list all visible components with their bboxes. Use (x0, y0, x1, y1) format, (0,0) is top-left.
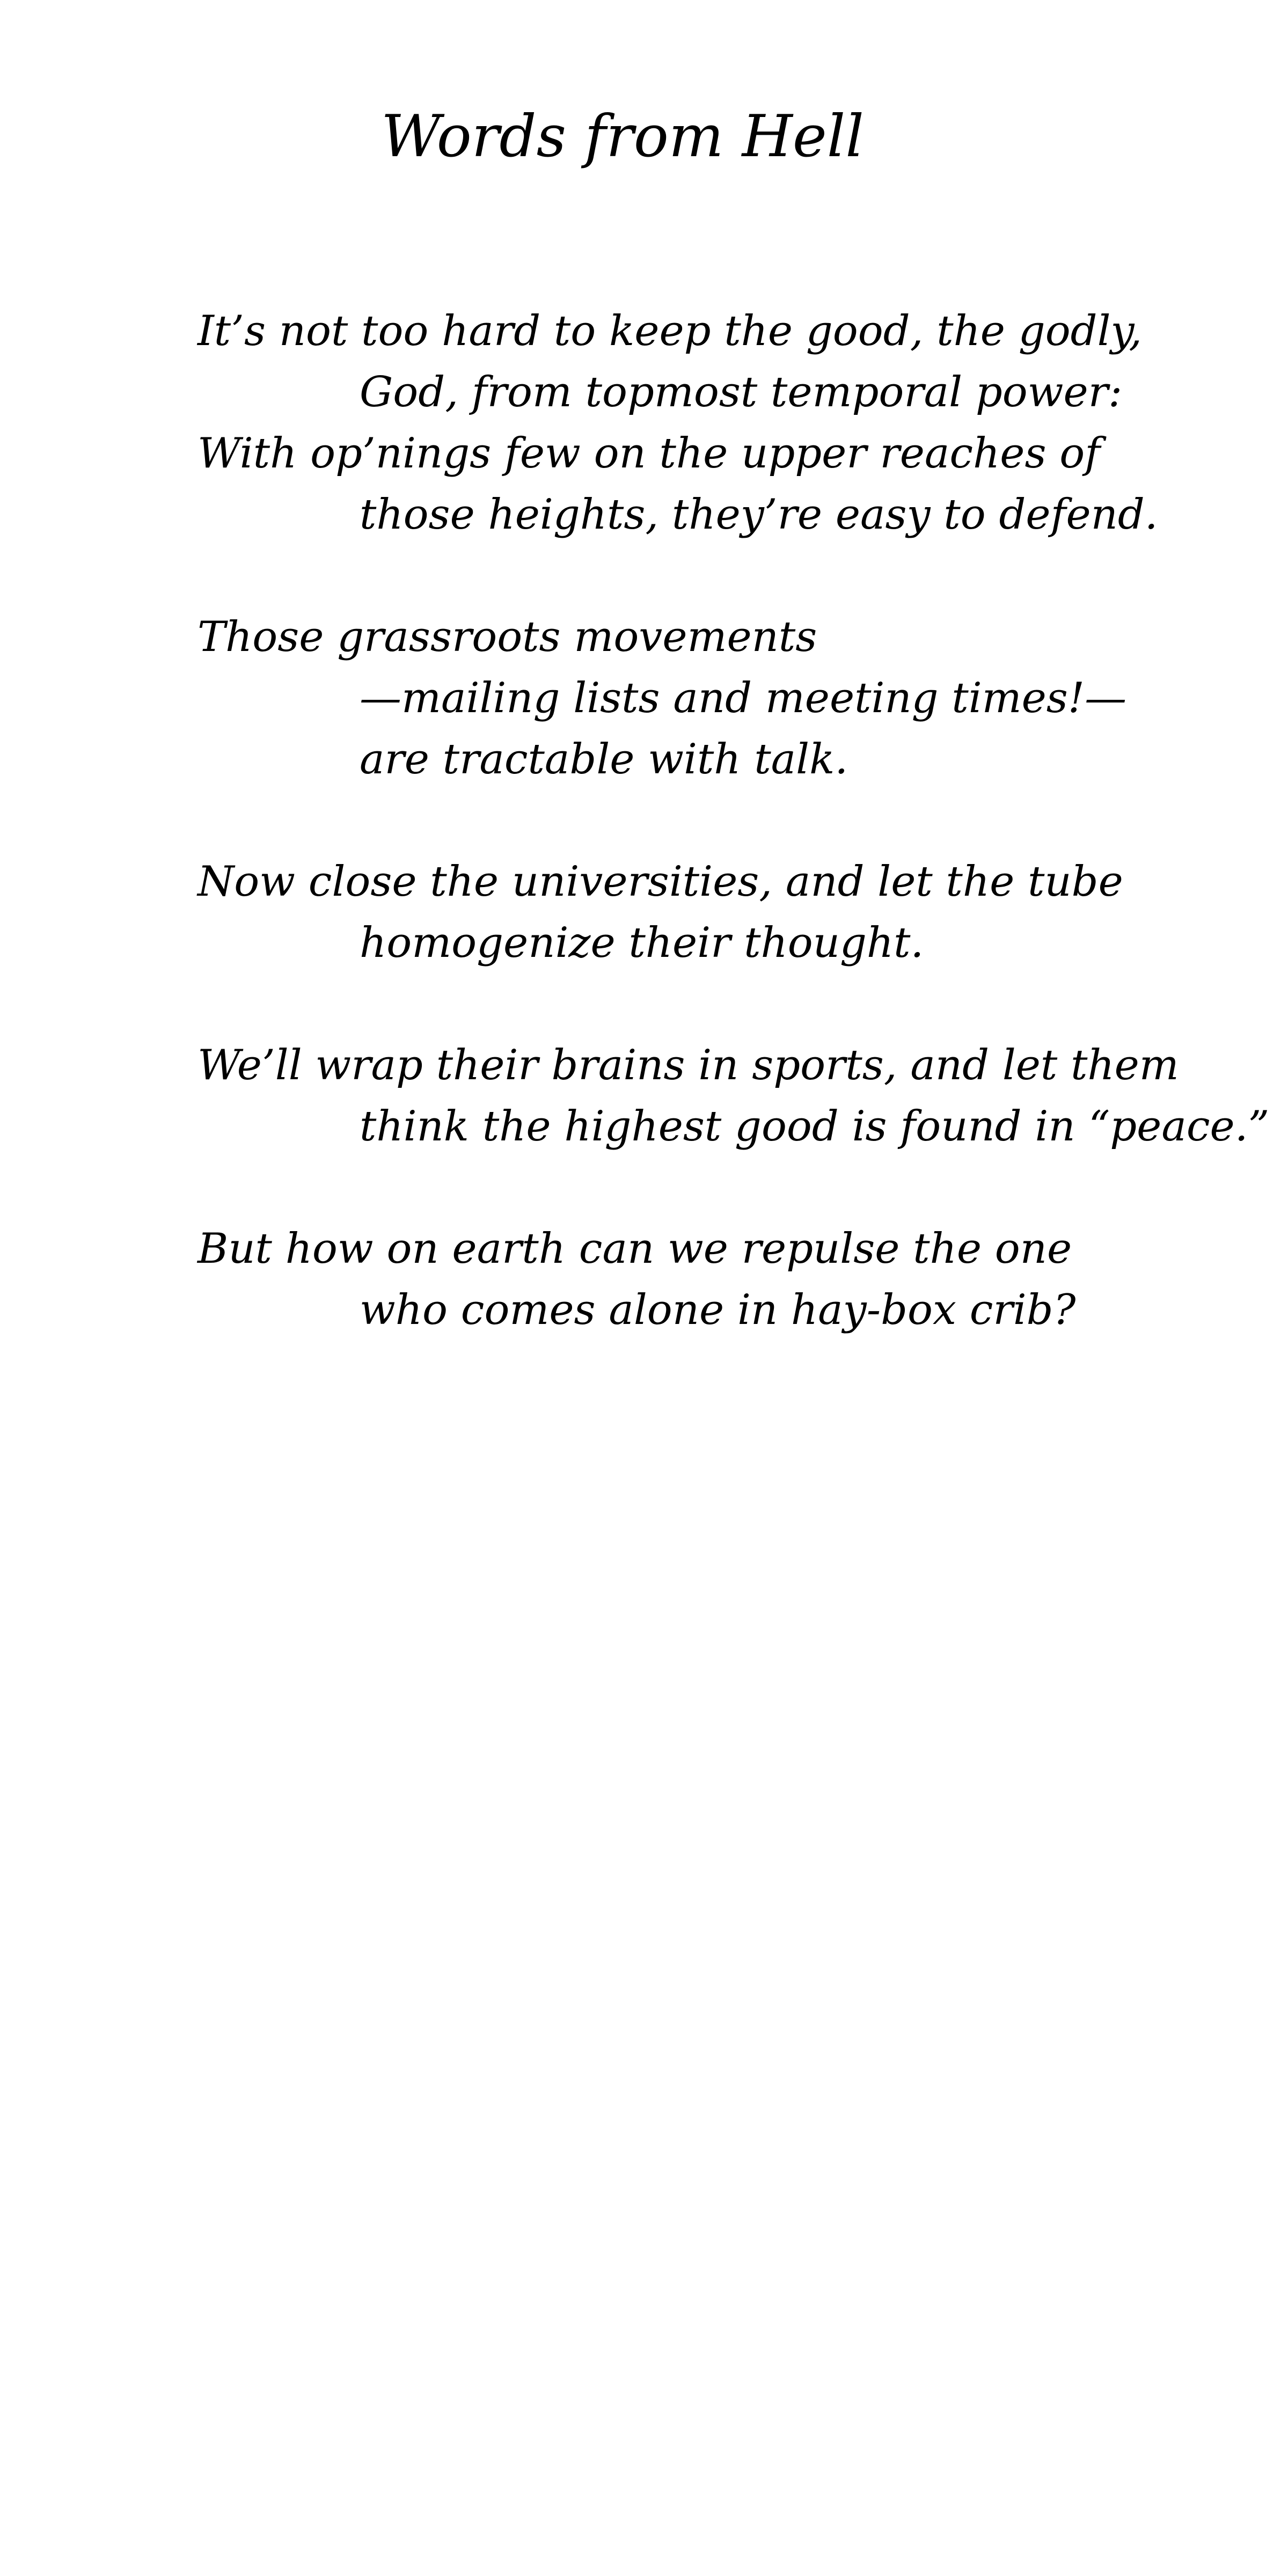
poem-line: Those grassroots movements (197, 613, 817, 661)
poem-line: But how on earth can we repulse the one (197, 1225, 1072, 1273)
stanza-2 (197, 606, 1265, 790)
poem-line: It’s not too hard to keep the good, the godly, (197, 307, 1143, 355)
stanza-3 (197, 851, 1265, 974)
poem-line: those heights, they’re easy to defend. (360, 491, 1158, 539)
poem-body (197, 301, 1270, 1402)
stanza-1 (197, 301, 1265, 545)
poem-line: are tractable with talk. (360, 735, 848, 784)
poem-line: Now close the universities, and let the tube (197, 858, 1123, 906)
poem-line: God, from topmost temporal power: (360, 368, 1123, 416)
stanza-5 (197, 1218, 1265, 1341)
poem-line: homogenize their thought. (360, 919, 924, 967)
poem-line: who comes alone in hay-box crib? (360, 1286, 1076, 1334)
poem-line: We’ll wrap their brains in sports, and let them (197, 1041, 1179, 1089)
poem-title: Words from Hell (381, 103, 864, 170)
poem-line: think the highest good is found in “peace.” (360, 1102, 1270, 1151)
poem-line: With op’nings few on the upper reaches of (197, 429, 1101, 478)
stanza-4 (197, 1035, 1270, 1157)
poem-line: —mailing lists and meeting times!— (360, 674, 1127, 722)
